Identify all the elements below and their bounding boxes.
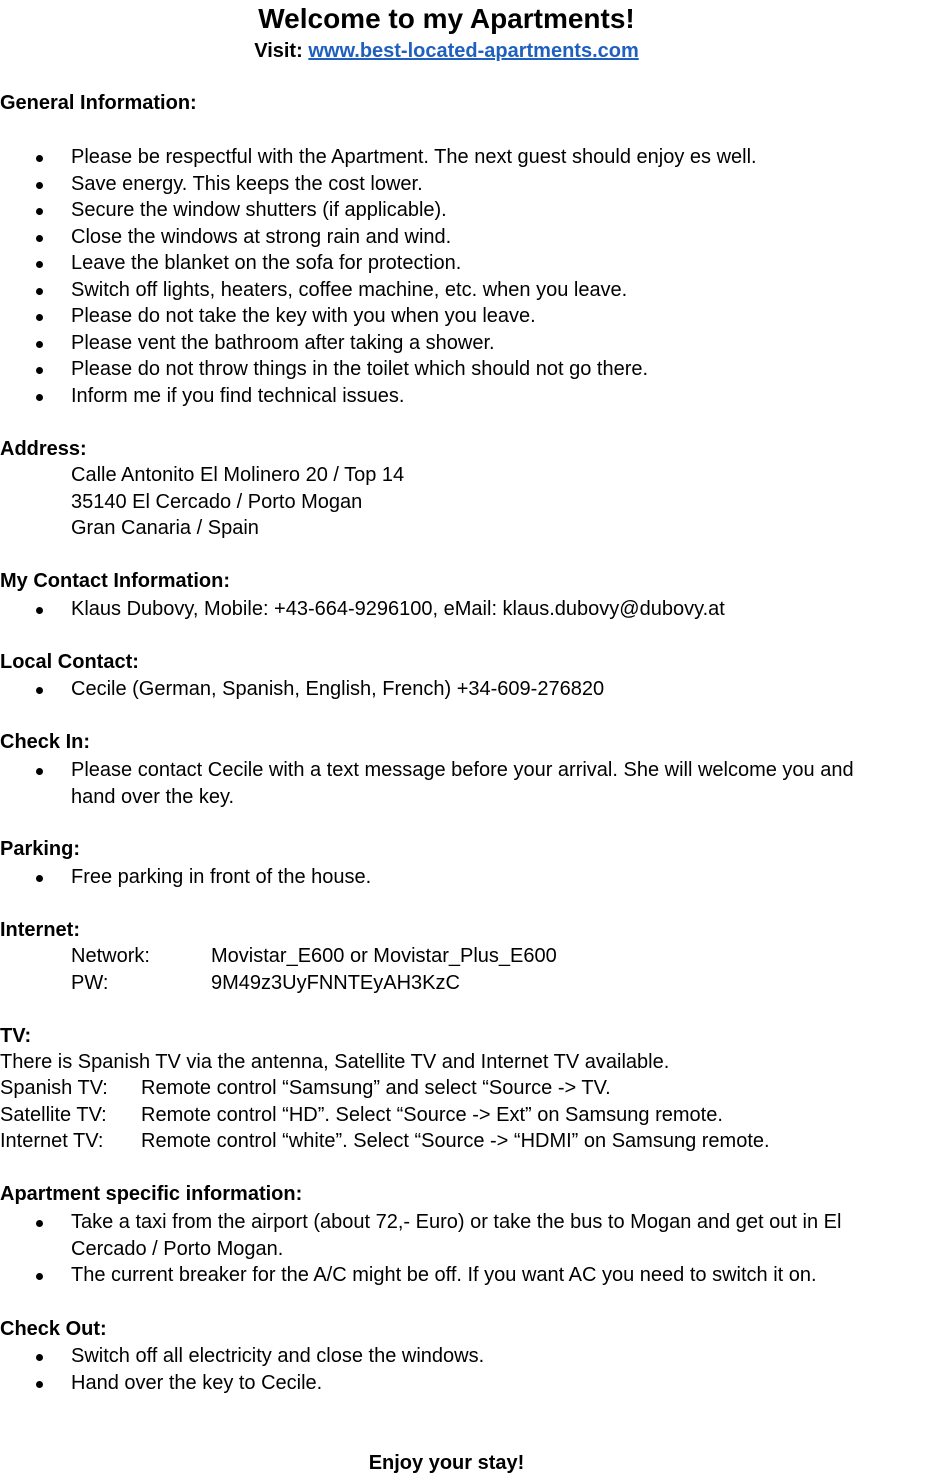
tv-row-value: Remote control “Samsung” and select “Source -> TV. [141, 1077, 611, 1099]
tv-row-label: Internet TV: [0, 1130, 104, 1152]
tv-row-label: Satellite TV: [0, 1104, 107, 1126]
list-item: Please vent the bathroom after taking a shower. [0, 330, 901, 357]
bullet-icon [36, 768, 43, 775]
bullet-icon [36, 314, 43, 321]
internet-heading: Internet: [0, 919, 80, 941]
bullet-icon [36, 288, 43, 295]
address-heading: Address: [0, 438, 87, 460]
bullet-icon [36, 1220, 43, 1227]
general-info-heading: General Information: [0, 92, 197, 114]
local-contact-list [0, 676, 901, 703]
tv-row-value: Remote control “white”. Select “Source -> “HDMI” on Samsung remote. [141, 1130, 770, 1152]
list-item: Leave the blanket on the sofa for protection. [0, 250, 901, 277]
bullet-icon [36, 687, 43, 694]
check-out-heading: Check Out: [0, 1318, 107, 1340]
tv-row-value: Remote control “HD”. Select “Source -> Ext” on Samsung remote. [141, 1104, 723, 1126]
contact-list [0, 596, 901, 623]
page-title: Welcome to my Apartments! [258, 3, 635, 34]
bullet-icon [36, 235, 43, 242]
bullet-icon [36, 341, 43, 348]
check-in-list [0, 757, 901, 810]
address-line: Gran Canaria / Spain [71, 517, 259, 539]
list-item: Please do not take the key with you when you leave. [0, 303, 901, 330]
bullet-icon [36, 182, 43, 189]
password-value: 9M49z3UyFNNTEyAH3KzC [211, 972, 460, 994]
list-item: Save energy. This keeps the cost lower. [0, 171, 901, 198]
website-link[interactable]: www.best-located-apartments.com [308, 40, 639, 62]
bullet-icon [36, 875, 43, 882]
bullet-icon [36, 1381, 43, 1388]
general-info-list [0, 144, 901, 409]
apartment-info-list [0, 1209, 901, 1289]
visit-line [0, 38, 893, 64]
list-item: Switch off lights, heaters, coffee machine, etc. when you leave. [0, 277, 901, 304]
address-line: Calle Antonito El Molinero 20 / Top 14 [71, 464, 405, 486]
tv-row-label: Spanish TV: [0, 1077, 108, 1099]
bullet-icon [36, 208, 43, 215]
address-line: 35140 El Cercado / Porto Mogan [71, 491, 363, 513]
bullet-icon [36, 261, 43, 268]
bullet-icon [36, 367, 43, 374]
closing-message: Enjoy your stay! [368, 1452, 525, 1474]
parking-list [0, 864, 901, 891]
network-label: Network: [71, 945, 150, 967]
password-label: PW: [71, 972, 109, 994]
check-out-list [0, 1343, 901, 1396]
list-item: Inform me if you find technical issues. [0, 383, 901, 410]
bullet-icon [36, 607, 43, 614]
tv-heading: TV: [0, 1025, 32, 1047]
network-value: Movistar_E600 or Movistar_Plus_E600 [211, 945, 557, 967]
local-contact-heading: Local Contact: [0, 651, 139, 673]
list-item: Klaus Dubovy, Mobile: +43-664-9296100, eMail: klaus.dubovy@dubovy.at [0, 596, 901, 623]
list-item: Close the windows at strong rain and wind. [0, 224, 901, 251]
parking-heading: Parking: [0, 838, 81, 860]
apartment-info-heading: Apartment specific information: [0, 1183, 303, 1205]
bullet-icon [36, 155, 43, 162]
check-in-heading: Check In: [0, 731, 91, 753]
list-item: Free parking in front of the house. [0, 864, 901, 891]
list-item: Please be respectful with the Apartment. The next guest should enjoy es well. [0, 144, 901, 171]
list-item: Switch off all electricity and close the windows. [0, 1343, 901, 1370]
list-item: Please contact Cecile with a text message before your arrival. She will welcome you and hand over the key. [0, 757, 901, 810]
bullet-icon [36, 394, 43, 401]
list-item: Hand over the key to Cecile. [0, 1370, 901, 1397]
bullet-icon [36, 1354, 43, 1361]
contact-heading: My Contact Information: [0, 570, 230, 592]
list-item: Cecile (German, Spanish, English, French) +34-609-276820 [0, 676, 901, 703]
list-item: The current breaker for the A/C might be off. If you want AC you need to switch it on. [0, 1262, 901, 1289]
list-item: Take a taxi from the airport (about 72,- Euro) or take the bus to Mogan and get out in El Cercado / Porto Mogan. [0, 1209, 901, 1262]
visit-label: Visit: [254, 40, 303, 62]
tv-intro: There is Spanish TV via the antenna, Satellite TV and Internet TV available. [0, 1051, 670, 1073]
list-item: Secure the window shutters (if applicable). [0, 197, 901, 224]
bullet-icon [36, 1273, 43, 1280]
list-item: Please do not throw things in the toilet which should not go there. [0, 356, 901, 383]
